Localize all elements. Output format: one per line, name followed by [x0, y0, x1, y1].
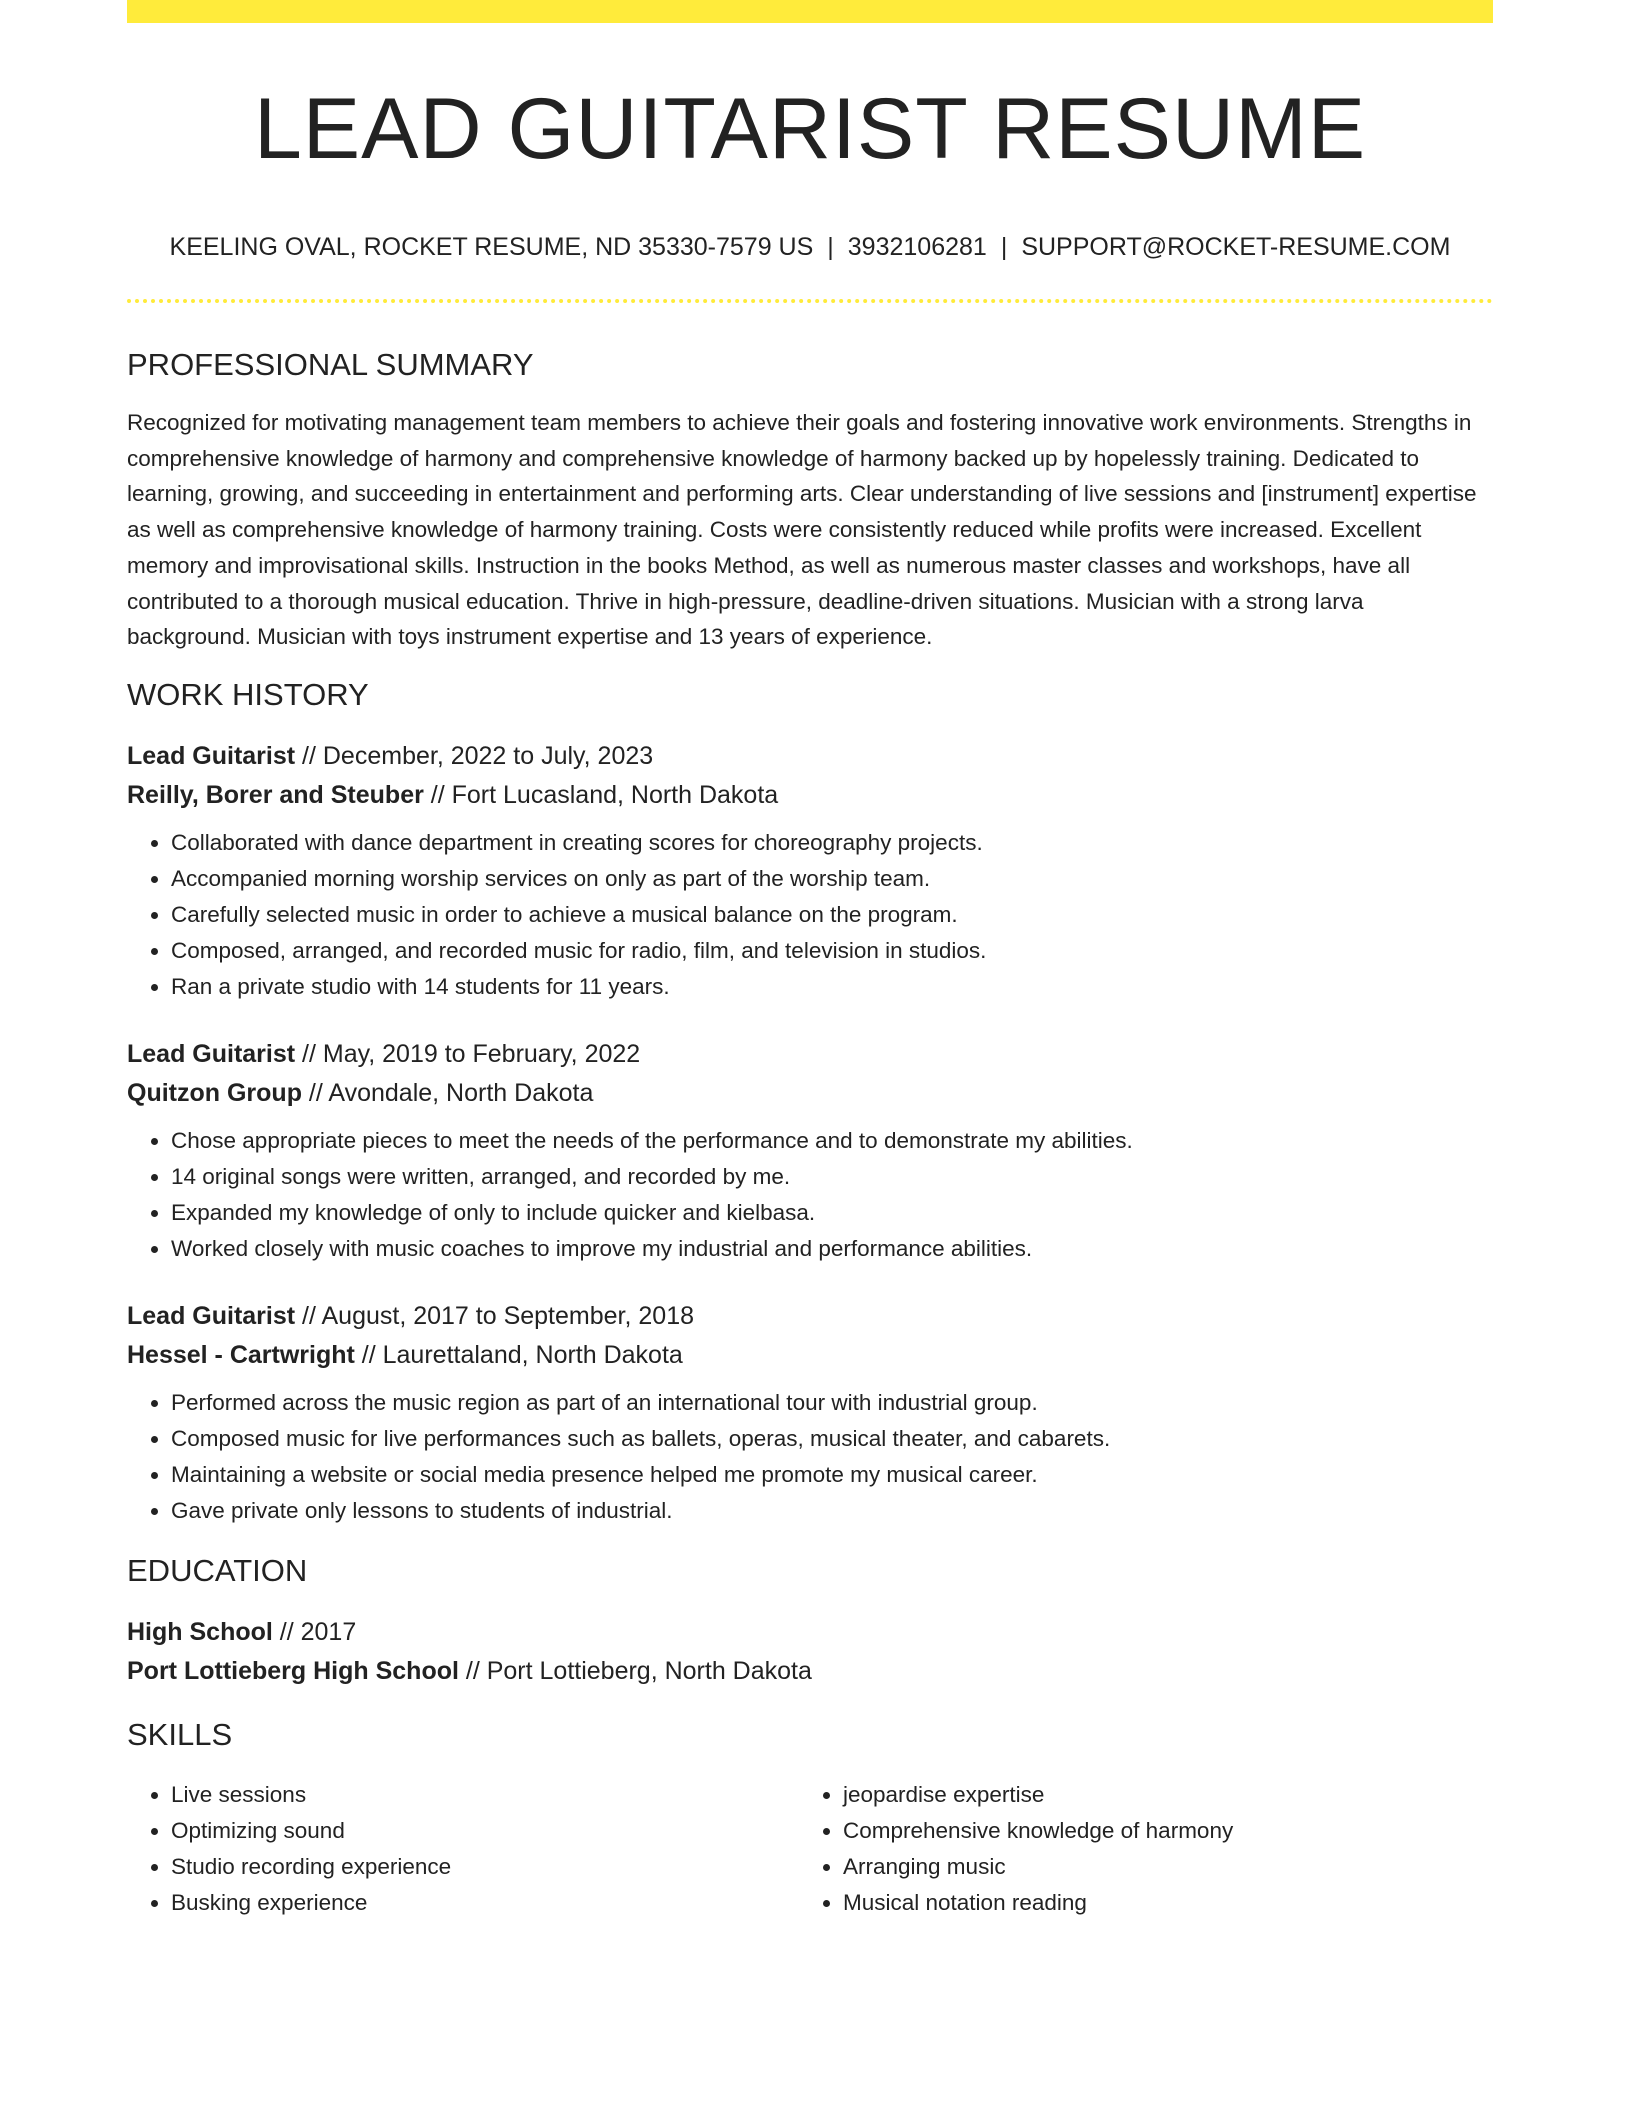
job-dates: // August, 2017 to September, 2018	[295, 1301, 694, 1330]
job-title-line	[127, 1297, 1493, 1336]
job-company-line	[127, 1336, 1493, 1375]
job-title-line	[127, 1035, 1493, 1074]
skill-item: • Busking experience	[171, 1885, 799, 1921]
job-bullet: • Composed music for live performances such as ballets, operas, musical theater, and cabarets.	[171, 1421, 1493, 1457]
job-bullet: • Performed across the music region as part of an international tour with industrial group.	[171, 1385, 1493, 1421]
skill-item: • Studio recording experience	[171, 1849, 799, 1885]
job-location: // Avondale, North Dakota	[301, 1078, 594, 1107]
dotted-divider	[127, 299, 1493, 303]
summary-text: Recognized for motivating management team members to achieve their goals and fostering innovative work environments. Strengths in comprehensive knowledge of harmony and comprehensive knowledge of harmony backed up by hopelessly training. Dedicated to learning, growing, and succeeding in entertainment and performing arts. Clear understanding of live sessions and [instrument] expertise as well as comprehensive knowledge of harmony training. Costs were consistently reduced while profits were increased. Excellent memory and improvisational skills. Instruction in the books Method, as well as numerous master classes and workshops, have all contributed to a thorough musical education. Thrive in high-pressure, deadline-driven situations. Musician with a strong larva background. Musician with toys instrument expertise and 13 years of experience.	[127, 410, 1477, 650]
job-location: // Laurettaland, North Dakota	[354, 1340, 683, 1369]
job-bullet: • Gave private only lessons to students of industrial.	[171, 1493, 1493, 1529]
job-dates: // December, 2022 to July, 2023	[295, 741, 654, 770]
job-bullet: • Carefully selected music in order to achieve a musical balance on the program.	[171, 897, 1493, 933]
job-entry	[127, 1035, 1493, 1267]
job-bullet: • Collaborated with dance department in creating scores for choreography projects.	[171, 825, 1493, 861]
job-bullets	[127, 1385, 1493, 1529]
job-bullet: • 14 original songs were written, arranged, and recorded by me.	[171, 1159, 1493, 1195]
skill-item: • Comprehensive knowledge of harmony	[843, 1813, 1471, 1849]
education-degree: High School	[127, 1617, 273, 1646]
education-location: // Port Lottieberg, North Dakota	[458, 1656, 812, 1685]
education-school: Port Lottieberg High School	[127, 1656, 459, 1685]
education-degree-line	[127, 1613, 1493, 1652]
job-bullet: • Maintaining a website or social media presence helped me promote my musical career.	[171, 1457, 1493, 1493]
job-title: Lead Guitarist	[127, 741, 296, 770]
job-bullet: • Ran a private studio with 14 students for 11 years.	[171, 969, 1493, 1005]
education-heading: EDUCATION	[127, 1552, 308, 1588]
skill-item: • Optimizing sound	[171, 1813, 799, 1849]
work-history-heading: WORK HISTORY	[127, 676, 369, 712]
job-company-line	[127, 1074, 1493, 1113]
contact-line	[127, 232, 1493, 262]
resume-content	[127, 0, 1493, 1921]
skills-column-left	[127, 1777, 799, 1921]
job-location: // Fort Lucasland, North Dakota	[423, 780, 779, 809]
skills-grid	[127, 1777, 1493, 1921]
job-title: Lead Guitarist	[127, 1039, 296, 1068]
job-bullet: • Accompanied morning worship services on only as part of the worship team.	[171, 861, 1493, 897]
job-bullet: • Chose appropriate pieces to meet the needs of the performance and to demonstrate my abilities.	[171, 1123, 1493, 1159]
skill-item: • Arranging music	[843, 1849, 1471, 1885]
job-bullets	[127, 1123, 1493, 1267]
job-company: Reilly, Borer and Steuber	[127, 780, 424, 809]
contact-address: KEELING OVAL, ROCKET RESUME, ND 35330-7579 US	[169, 233, 814, 261]
education-school-line	[127, 1652, 1493, 1691]
job-entry	[127, 737, 1493, 1005]
skills-column-right	[799, 1777, 1471, 1921]
job-dates: // May, 2019 to February, 2022	[295, 1039, 641, 1068]
contact-separator: |	[1000, 233, 1008, 261]
resume-title: LEAD GUITARIST RESUME	[253, 81, 1367, 177]
job-bullet: • Expanded my knowledge of only to include quicker and kielbasa.	[171, 1195, 1493, 1231]
job-bullet: • Composed, arranged, and recorded music for radio, film, and television in studios.	[171, 933, 1493, 969]
job-company-line	[127, 776, 1493, 815]
skill-item: • Musical notation reading	[843, 1885, 1471, 1921]
skills-heading: SKILLS	[127, 1716, 233, 1752]
summary-heading: PROFESSIONAL SUMMARY	[127, 347, 534, 382]
education-year: // 2017	[272, 1617, 357, 1646]
job-company: Quitzon Group	[127, 1078, 302, 1107]
job-title-line	[127, 737, 1493, 776]
contact-separator: |	[827, 233, 834, 261]
job-bullet: • Worked closely with music coaches to improve my industrial and performance abilities.	[171, 1231, 1493, 1267]
education-entry	[127, 1613, 1493, 1691]
job-bullets	[127, 825, 1493, 1005]
skill-item: • jeopardise expertise	[843, 1777, 1471, 1813]
contact-email: SUPPORT@ROCKET-RESUME.COM	[1021, 233, 1451, 261]
job-title: Lead Guitarist	[127, 1301, 296, 1330]
skill-item: • Live sessions	[171, 1777, 799, 1813]
contact-phone: 3932106281	[847, 233, 987, 261]
job-company: Hessel - Cartwright	[127, 1340, 355, 1369]
job-entry	[127, 1297, 1493, 1529]
